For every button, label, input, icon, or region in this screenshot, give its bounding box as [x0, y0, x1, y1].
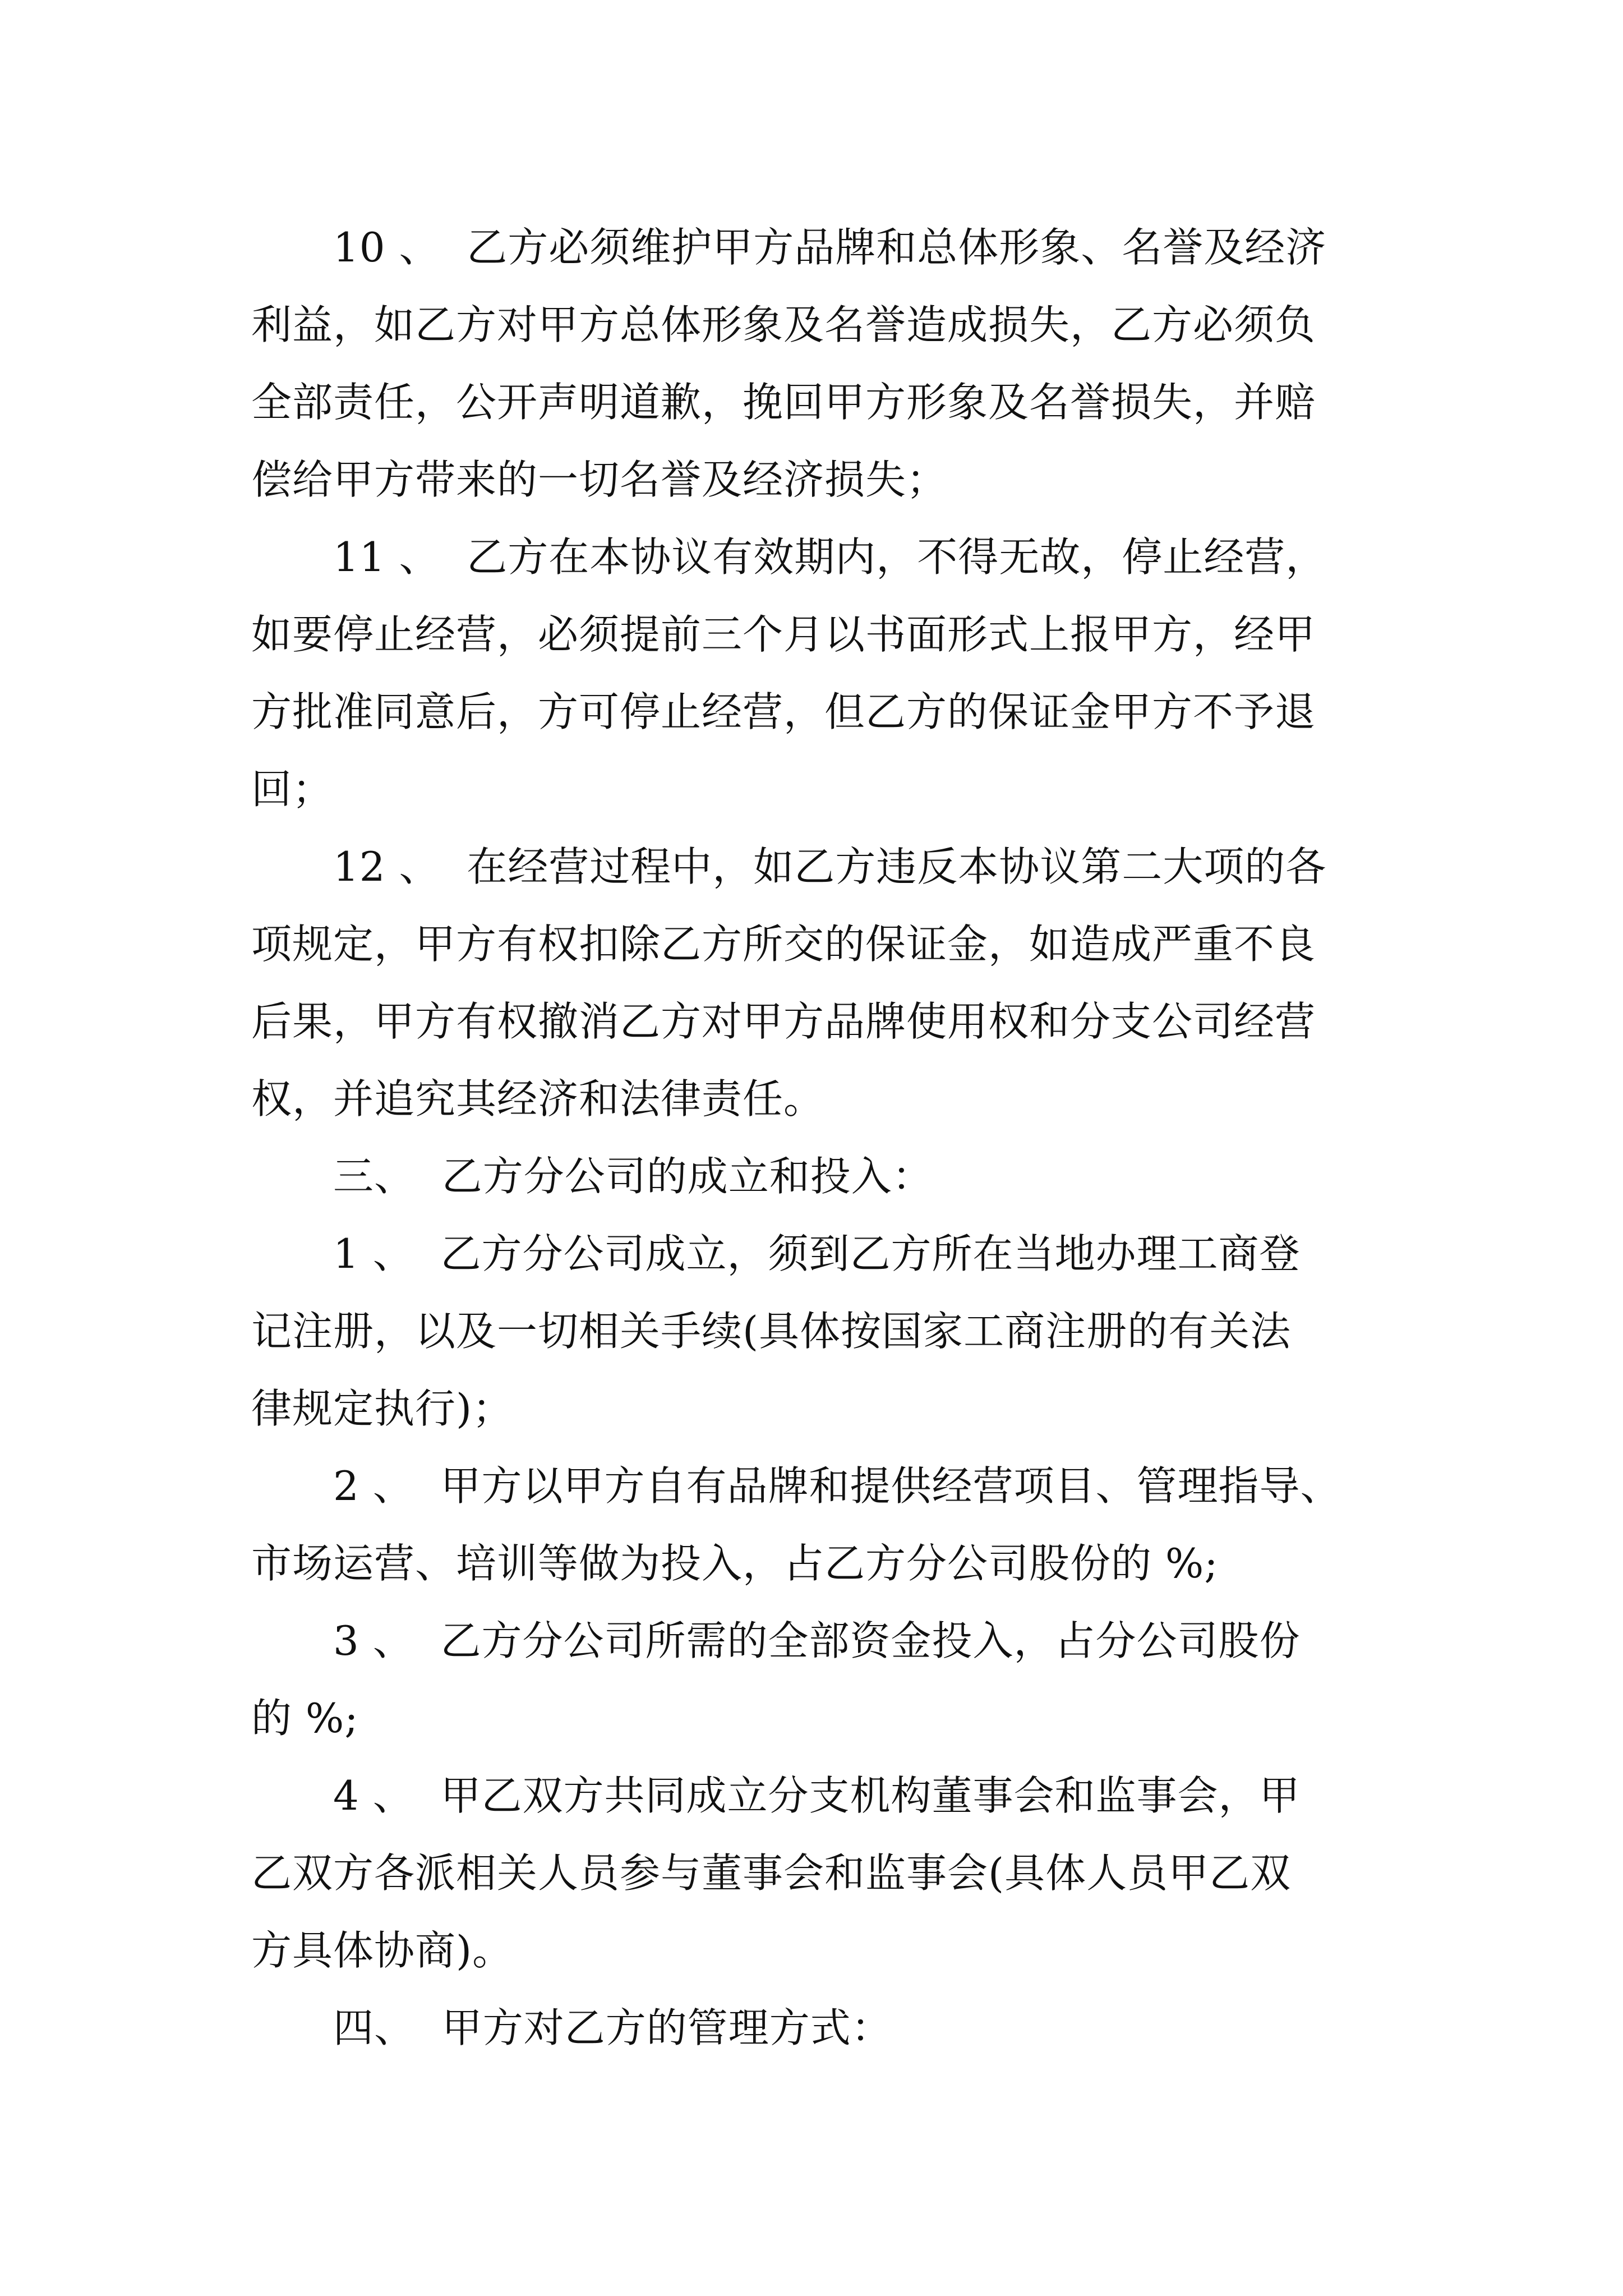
text-line: 回；	[251, 766, 334, 813]
text-line: 12 、 在经营过程中，如乙方违反本协议第二大项的各	[333, 843, 1327, 890]
paragraph	[251, 828, 1390, 1138]
text-line: 后果，甲方有权撤消乙方对甲方品牌使用权和分支公司经营	[251, 998, 1316, 1045]
text-line: 如要停止经营，必须提前三个月以书面形式上报甲方，经甲	[251, 611, 1316, 658]
text-line: 的 %;	[251, 1695, 359, 1742]
text-line: 三、 乙方分公司的成立和投入：	[333, 1153, 933, 1200]
text-line: 利益，如乙方对甲方总体形象及名誉造成损失，乙方必须负	[251, 301, 1316, 348]
paragraph	[251, 1602, 1390, 1757]
text-line: 记注册，以及一切相关手续(具体按国家工商注册的有关法	[251, 1308, 1292, 1355]
text-line: 方批准同意后，方可停止经营，但乙方的保证金甲方不予退	[251, 688, 1316, 735]
text-line: 3 、 乙方分公司所需的全部资金投入，占分公司股份	[333, 1617, 1301, 1664]
paragraph	[251, 1989, 1390, 2067]
text-line: 偿给甲方带来的一切名誉及经济损失；	[251, 456, 948, 503]
text-line: 11 、 乙方在本协议有效期内，不得无故，停止经营，	[333, 533, 1327, 581]
text-line: 2 、 甲方以甲方自有品牌和提供经营项目、管理指导、	[333, 1462, 1341, 1510]
text-line: 乙双方各派相关人员参与董事会和监事会(具体人员甲乙双	[251, 1849, 1292, 1897]
text-line: 市场运营、培训等做为投入，占乙方分公司股份的 %;	[251, 1540, 1219, 1587]
text-line: 四、 甲方对乙方的管理方式：	[333, 2004, 892, 2051]
text-line: 项规定，甲方有权扣除乙方所交的保证金，如造成严重不良	[251, 921, 1316, 968]
paragraph	[251, 1757, 1390, 1989]
paragraph	[251, 1138, 1390, 1215]
paragraph	[251, 1215, 1390, 1447]
text-line: 方具体协商)。	[251, 1927, 514, 1974]
text-line: 权，并追究其经济和法律责任。	[251, 1075, 825, 1122]
text-line: 10 、 乙方必须维护甲方品牌和总体形象、名誉及经济	[333, 224, 1327, 271]
text-line: 全部责任，公开声明道歉，挽回甲方形象及名誉损失，并赔	[251, 379, 1316, 426]
text-line: 1 、 乙方分公司成立，须到乙方所在当地办理工商登	[333, 1230, 1301, 1277]
paragraph	[251, 518, 1390, 828]
text-line: 4 、 甲乙双方共同成立分支机构董事会和监事会，甲	[333, 1772, 1301, 1819]
text-line: 律规定执行)；	[251, 1385, 514, 1432]
paragraph	[251, 1447, 1390, 1602]
document-body	[251, 209, 1390, 2067]
paragraph	[251, 209, 1390, 518]
